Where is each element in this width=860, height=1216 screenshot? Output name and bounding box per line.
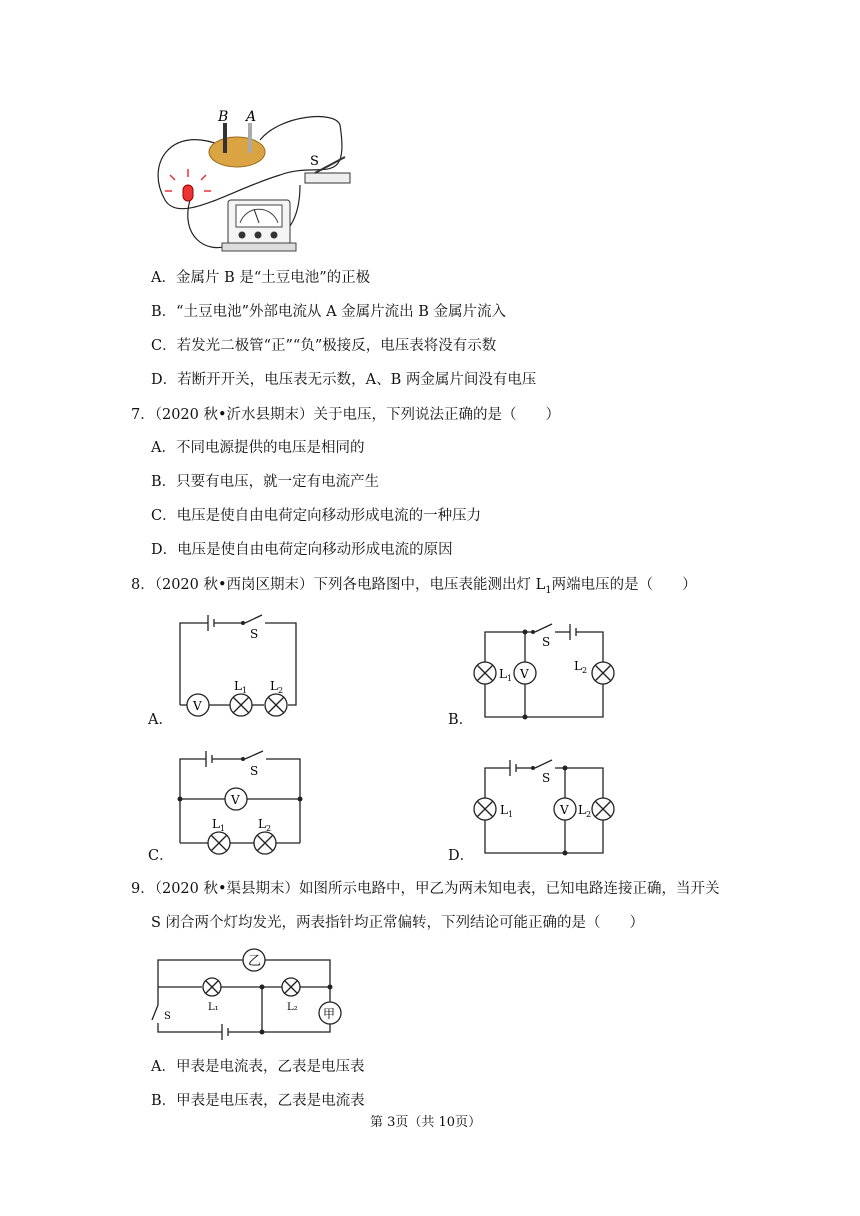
- svg-text:S: S: [250, 627, 259, 641]
- q7-option-a: A．不同电源提供的电压是相同的: [151, 440, 365, 456]
- q8-stem-suffix: 两端电压的是（ ）: [551, 577, 697, 593]
- q8-stem-sub: 1: [545, 584, 552, 596]
- led-icon: [165, 169, 211, 201]
- q9-stem-line2: S 闭合两个灯均发光，两表指针均正常偏转，下列结论可能正确的是（ ）: [151, 915, 645, 931]
- svg-text:S: S: [542, 635, 551, 649]
- metal-plate-a: [248, 123, 252, 153]
- q7-option-d: D．电压是使自由电荷定向移动形成电流的原因: [151, 542, 453, 558]
- meter-yi-label: 乙: [248, 954, 262, 969]
- q8-label-b: B．: [448, 712, 474, 728]
- q9-stem-line1: 9．（2020 秋•渠县期末）如图所示电路中，甲乙为两未知电表，已知电路连接正确，当开关: [131, 881, 720, 897]
- q8-stem: [131, 575, 697, 601]
- q9-option-a: A．甲表是电流表，乙表是电压表: [151, 1059, 365, 1075]
- svg-text:S: S: [250, 764, 259, 778]
- svg-text:S: S: [164, 1011, 171, 1022]
- q6-option-b: B．“土豆电池”外部电流从 A 金属片流出 B 金属片流入: [151, 304, 507, 320]
- q7-stem: 7．（2020 秋•沂水县期末）关于电压，下列说法正确的是（ ）: [131, 407, 561, 423]
- svg-text:S: S: [542, 771, 551, 785]
- q8-label-a: A．: [148, 712, 173, 728]
- q8-circuit-b: [470, 622, 615, 726]
- q8-circuit-c: [170, 745, 310, 864]
- svg-text:L2: $L_2$: [578, 803, 592, 819]
- q8-label-c: C．: [148, 848, 174, 864]
- label-a: A: [246, 109, 257, 125]
- svg-text:V: V: [560, 803, 569, 817]
- page-footer: 第 3页（共 10页）: [370, 1115, 482, 1130]
- q8-stem-prefix: 8．（2020 秋•西岗区期末）下列各电路图中，电压表能测出灯 L: [131, 577, 546, 593]
- svg-text:L2: $L_2$: [574, 659, 588, 675]
- q6-option-d: D．若断开开关，电压表无示数，A、B 两金属片间没有电压: [151, 372, 537, 388]
- svg-text:V: V: [193, 699, 202, 713]
- potato-battery-figure: [150, 105, 370, 269]
- svg-text:L2: $L_2$: [270, 679, 284, 695]
- q9-circuit: [150, 945, 360, 1049]
- q7-option-b: B．只要有电压，就一定有电流产生: [151, 474, 380, 490]
- svg-text:L1: $L_1$: [500, 803, 514, 819]
- q9-option-b: B．甲表是电压表，乙表是电流表: [151, 1093, 365, 1109]
- svg-text:L1: $L_1$: [234, 679, 248, 695]
- svg-text:V: V: [231, 793, 240, 807]
- svg-text:V: V: [520, 667, 529, 681]
- q6-option-a: A．金属片 B 是“土豆电池”的正极: [151, 270, 371, 286]
- voltmeter-icon: [222, 200, 296, 251]
- q8-label-d: D．: [448, 848, 475, 864]
- q8-circuit-a: [170, 610, 310, 729]
- label-b: B: [218, 109, 229, 125]
- metal-plate-b: [223, 123, 227, 153]
- svg-text:L2: $L_2$: [258, 817, 272, 833]
- q8-circuit-d: [470, 758, 615, 862]
- q7-option-c: C．电压是使自由电荷定向移动形成电流的一种压力: [151, 508, 482, 524]
- q6-option-c: C．若发光二极管“正”“负”极接反，电压表将没有示数: [151, 338, 497, 354]
- label-s: S: [310, 154, 319, 169]
- svg-text:L1: $L_1$: [499, 667, 513, 683]
- svg-text:L1: $L_1$: [212, 817, 226, 833]
- svg-text:L₁: L₁: [208, 1002, 219, 1013]
- svg-text:L₂: L₂: [287, 1002, 298, 1013]
- meter-jia-label: 甲: [323, 1007, 336, 1021]
